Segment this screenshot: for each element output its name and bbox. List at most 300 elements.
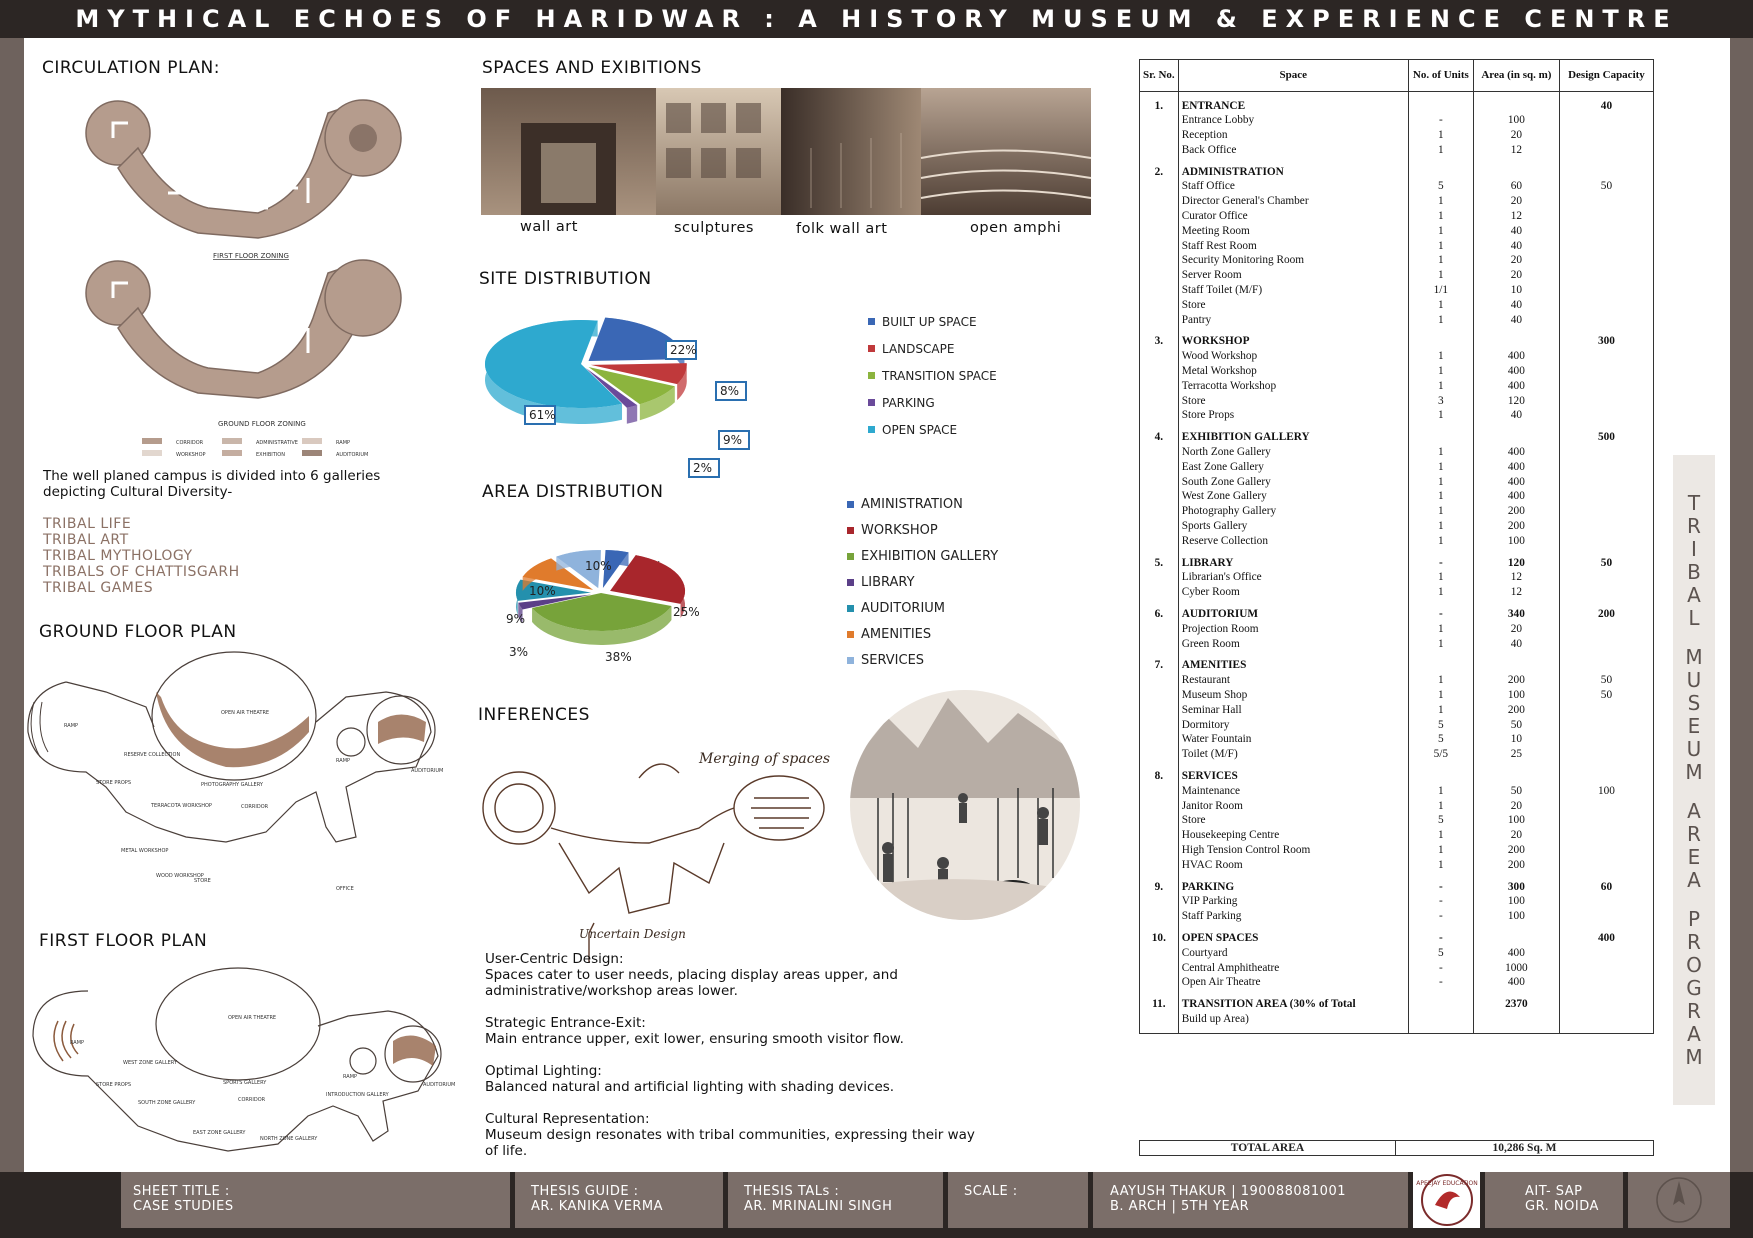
table-row (1140, 585, 1654, 600)
student-course: B. ARCH | 5TH YEAR (1110, 1199, 1250, 1214)
table-row (1140, 813, 1654, 828)
table-cell (1559, 894, 1653, 909)
tribal-art-illustration (848, 688, 1083, 923)
table-cell: 40 (1473, 408, 1559, 423)
table-cell: 1 (1408, 637, 1473, 652)
table-cell (1408, 658, 1473, 673)
table-cell (1559, 828, 1653, 843)
table-cell (1473, 658, 1559, 673)
inference-item (485, 1015, 985, 1047)
side-title-letter: S (1687, 690, 1701, 715)
table-cell (1140, 747, 1179, 762)
area-program-table (1139, 59, 1654, 1034)
legend-exhibition: EXHIBITION (256, 452, 285, 458)
table-cell (1473, 600, 1559, 607)
gf-label: OPEN AIR THEATRE (221, 710, 270, 716)
first-floor-plan-drawing (28, 966, 468, 1166)
table-cell: Store Props (1178, 408, 1408, 423)
table-cell (1140, 408, 1179, 423)
pie-data-label: 3% (509, 645, 529, 659)
table-cell (1140, 732, 1179, 747)
table-cell: 40 (1473, 637, 1559, 652)
gf-label: PHOTOGRAPHY GALLERY (201, 782, 263, 788)
table-cell: Dormitory (1178, 718, 1408, 733)
pie-data-label: 10% (585, 559, 612, 573)
table-row (1140, 799, 1654, 814)
table-cell: Reserve Collection (1178, 534, 1408, 549)
table-cell: 50 (1559, 179, 1653, 194)
pie-slice-side (627, 405, 637, 424)
table-cell: 20 (1473, 268, 1559, 283)
table-cell (1559, 924, 1653, 931)
table-cell: 20 (1473, 622, 1559, 637)
pie-data-label: 8% (720, 384, 740, 398)
inference-title: Optimal Lighting: (485, 1063, 602, 1079)
table-cell (1140, 858, 1179, 873)
legend-swatch (847, 501, 854, 508)
table-cell: Store (1178, 813, 1408, 828)
sketch-note-uncertain: Uncertain Design (579, 927, 686, 941)
ground-floor-plan-heading: GROUND FLOOR PLAN (39, 622, 237, 642)
side-title-letter: P (1687, 906, 1701, 931)
table-spacer-row (1140, 651, 1654, 658)
left-frame (0, 38, 24, 1172)
table-row (1140, 534, 1654, 549)
legend-label: LANDSCAPE (882, 341, 955, 356)
folk-wall-art-photo (781, 88, 921, 215)
table-cell: Entrance Lobby (1178, 113, 1408, 128)
table-cell: 400 (1473, 475, 1559, 490)
table-cell: 100 (1473, 534, 1559, 549)
table-cell: 1 (1408, 688, 1473, 703)
table-cell: 3 (1408, 394, 1473, 409)
table-cell: PARKING (1178, 880, 1408, 895)
table-cell (1473, 158, 1559, 165)
table-cell: North Zone Gallery (1178, 445, 1408, 460)
table-cell: Green Room (1178, 637, 1408, 652)
table-cell (1559, 313, 1653, 328)
table-cell: 20 (1473, 253, 1559, 268)
table-cell: High Tension Control Room (1178, 843, 1408, 858)
ff-label: SOUTH ZONE GALLERY (138, 1100, 196, 1106)
ff-label: RAMP (70, 1040, 85, 1046)
table-cell (1559, 637, 1653, 652)
page-title: MYTHICAL ECHOES OF HARIDWAR : A HISTORY MUSEUM & EXPERIENCE CENTRE (0, 0, 1753, 38)
table-cell: 6. (1140, 607, 1179, 622)
table-cell: 1 (1408, 622, 1473, 637)
table-cell: WORKSHOP (1178, 334, 1408, 349)
table-category-row (1140, 607, 1654, 622)
table-cell: 340 (1473, 607, 1559, 622)
side-title-letter: L (1688, 605, 1700, 630)
table-cell: 9. (1140, 880, 1179, 895)
legend-item (847, 517, 998, 543)
table-cell: Courtyard (1178, 946, 1408, 961)
legend-swatch (868, 318, 875, 325)
table-cell: 20 (1473, 828, 1559, 843)
table-cell (1140, 813, 1179, 828)
table-cell (1408, 430, 1473, 445)
table-cell: 400 (1473, 379, 1559, 394)
circulation-plan-heading: CIRCULATION PLAN: (42, 58, 220, 78)
table-spacer-row (1140, 158, 1654, 165)
table-cell: 300 (1473, 880, 1559, 895)
table-cell: 100 (1473, 113, 1559, 128)
table-cell: Security Monitoring Room (1178, 253, 1408, 268)
table-cell (1559, 445, 1653, 460)
table-cell: Cyber Room (1178, 585, 1408, 600)
table-row (1140, 445, 1654, 460)
table-cell: 400 (1473, 489, 1559, 504)
table-cell: 200 (1473, 504, 1559, 519)
table-cell: 400 (1473, 445, 1559, 460)
table-cell (1408, 762, 1473, 769)
sketch-note-merging: Merging of spaces (699, 751, 831, 767)
table-category-row (1140, 165, 1654, 180)
table-cell (1140, 113, 1179, 128)
ff-label: AUDITORIUM (423, 1082, 456, 1088)
table-cell: Water Fountain (1178, 732, 1408, 747)
table-cell (1559, 658, 1653, 673)
table-row (1140, 946, 1654, 961)
table-cell (1140, 946, 1179, 961)
legend-item (847, 621, 998, 647)
table-cell (1408, 92, 1473, 99)
table-cell: 200 (1473, 519, 1559, 534)
table-cell: 1 (1408, 194, 1473, 209)
table-cell (1140, 909, 1179, 924)
apeejay-logo-icon (1415, 1173, 1478, 1227)
legend-swatch (847, 553, 854, 560)
table-cell (1140, 379, 1179, 394)
table-row (1140, 673, 1654, 688)
gf-label: AUDITORIUM (411, 768, 444, 774)
pie-data-label: 9% (723, 433, 743, 447)
table-cell (1473, 931, 1559, 946)
site-distribution-heading: SITE DISTRIBUTION (479, 269, 652, 289)
side-title-letter: U (1686, 667, 1702, 692)
table-cell: Housekeeping Centre (1178, 828, 1408, 843)
table-cell (1559, 769, 1653, 784)
legend-item (868, 389, 997, 416)
table-cell (1559, 600, 1653, 607)
table-cell (1408, 99, 1473, 114)
legend-label: PARKING (882, 395, 935, 410)
table-cell: EXHIBITION GALLERY (1178, 430, 1408, 445)
table-cell: 1 (1408, 858, 1473, 873)
legend-label: AMINISTRATION (861, 496, 963, 512)
table-cell (1178, 1027, 1408, 1034)
legend-label: BUILT UP SPACE (882, 314, 977, 329)
legend-item (868, 308, 997, 335)
table-cell (1559, 718, 1653, 733)
table-cell: LIBRARY (1178, 556, 1408, 571)
table-header: Design Capacity (1559, 60, 1653, 92)
table-cell (1140, 489, 1179, 504)
legend-swatch (868, 426, 875, 433)
table-spacer-row (1140, 549, 1654, 556)
college-city: GR. NOIDA (1525, 1199, 1599, 1214)
pie-data-label: 61% (529, 408, 556, 422)
table-cell (1140, 158, 1179, 165)
table-cell (1140, 445, 1179, 460)
table-cell (1140, 475, 1179, 490)
table-cell: 1 (1408, 268, 1473, 283)
table-cell (1140, 179, 1179, 194)
legend-item (868, 416, 997, 443)
table-cell (1140, 843, 1179, 858)
table-header: Space (1178, 60, 1408, 92)
area-distribution-heading: AREA DISTRIBUTION (482, 482, 664, 502)
table-cell: 1 (1408, 239, 1473, 254)
table-cell: 5/5 (1408, 747, 1473, 762)
table-cell (1559, 549, 1653, 556)
table-category-row (1140, 769, 1654, 784)
table-cell (1559, 858, 1653, 873)
site-distribution-pie (471, 294, 771, 494)
legend-label: LIBRARY (861, 574, 915, 590)
tals-value: AR. MRINALINI SINGH (744, 1199, 893, 1214)
table-cell: 1 (1408, 408, 1473, 423)
table-cell: Projection Room (1178, 622, 1408, 637)
table-cell (1559, 762, 1653, 769)
ff-label: CORRIDOR (238, 1097, 266, 1103)
table-cell (1559, 253, 1653, 268)
table-cell (1473, 762, 1559, 769)
table-cell (1140, 313, 1179, 328)
table-header-row (1140, 60, 1654, 92)
side-vertical-title (1673, 455, 1715, 1105)
table-cell (1140, 283, 1179, 298)
photo-caption-wall-art: wall art (520, 219, 578, 235)
table-cell: Janitor Room (1178, 799, 1408, 814)
table-cell: Staff Parking (1178, 909, 1408, 924)
right-frame (1730, 38, 1753, 1172)
table-cell (1140, 253, 1179, 268)
legend-label: AUDITORIUM (861, 600, 946, 616)
table-cell: Staff Office (1178, 179, 1408, 194)
table-cell: Wood Workshop (1178, 349, 1408, 364)
table-cell: 1 (1408, 298, 1473, 313)
table-cell (1559, 113, 1653, 128)
side-title-letter: R (1687, 513, 1701, 538)
table-cell (1559, 519, 1653, 534)
table-cell: 10. (1140, 931, 1179, 946)
table-cell: 1 (1408, 489, 1473, 504)
table-cell: 200 (1473, 858, 1559, 873)
table-cell (1473, 165, 1559, 180)
table-row (1140, 703, 1654, 718)
table-category-row (1140, 556, 1654, 571)
gf-label: WOOD WORKSHOP (156, 873, 204, 879)
pie-data-label: 2% (693, 461, 713, 475)
table-cell: Restaurant (1178, 673, 1408, 688)
table-cell (1559, 622, 1653, 637)
gf-label: RAMP (64, 723, 79, 729)
table-cell: Staff Rest Room (1178, 239, 1408, 254)
table-cell: 60 (1473, 179, 1559, 194)
table-cell (1408, 1027, 1473, 1034)
table-cell: 12 (1473, 585, 1559, 600)
table-cell (1559, 158, 1653, 165)
side-title-letter: G (1686, 975, 1702, 1000)
legend-item (868, 335, 997, 362)
legend-label: OPEN SPACE (882, 422, 958, 437)
gallery-list (43, 516, 240, 596)
table-cell: 1 (1408, 349, 1473, 364)
table-cell: 1 (1408, 585, 1473, 600)
table-cell: 1 (1408, 313, 1473, 328)
table-row (1140, 128, 1654, 143)
legend-label: TRANSITION SPACE (882, 368, 997, 383)
table-row (1140, 718, 1654, 733)
table-row (1140, 637, 1654, 652)
table-cell: VIP Parking (1178, 894, 1408, 909)
table-row (1140, 858, 1654, 873)
sheet-title-value: CASE STUDIES (133, 1199, 234, 1214)
legend-swatch (868, 345, 875, 352)
table-cell (1473, 924, 1559, 931)
table-cell (1473, 334, 1559, 349)
table-category-row (1140, 334, 1654, 349)
north-arrow (1628, 1172, 1730, 1228)
table-cell: 5 (1408, 732, 1473, 747)
table-cell: Pantry (1178, 313, 1408, 328)
table-cell: 200 (1473, 843, 1559, 858)
legend-swatch (847, 527, 854, 534)
table-row (1140, 1012, 1654, 1027)
footer-student (1093, 1172, 1408, 1228)
table-cell (1559, 975, 1653, 990)
table-cell: 1 (1408, 379, 1473, 394)
table-spacer-row (1140, 990, 1654, 997)
table-cell (1140, 460, 1179, 475)
table-cell: 7. (1140, 658, 1179, 673)
table-cell: 1 (1408, 143, 1473, 158)
table-cell: 1 (1408, 253, 1473, 268)
ff-label: STORE PROPS (96, 1082, 131, 1088)
table-cell (1559, 504, 1653, 519)
table-cell (1178, 651, 1408, 658)
table-cell (1140, 209, 1179, 224)
table-cell: 1 (1408, 703, 1473, 718)
inference-item (485, 1111, 985, 1159)
table-cell (1559, 843, 1653, 858)
table-cell (1140, 622, 1179, 637)
table-row (1140, 519, 1654, 534)
table-cell (1559, 423, 1653, 430)
table-cell: 100 (1473, 894, 1559, 909)
table-cell: OPEN SPACES (1178, 931, 1408, 946)
ff-label: WEST ZONE GALLERY (123, 1060, 178, 1066)
legend-item (868, 362, 997, 389)
table-cell: Director General's Chamber (1178, 194, 1408, 209)
side-title-letter: A (1687, 582, 1701, 607)
table-cell (1408, 158, 1473, 165)
table-cell (1559, 268, 1653, 283)
table-cell (1559, 394, 1653, 409)
sheet-title-label: SHEET TITLE : (133, 1184, 230, 1199)
table-cell (1140, 364, 1179, 379)
inference-title: Cultural Representation: (485, 1111, 650, 1127)
table-cell (1473, 92, 1559, 99)
table-cell: Central Amphitheatre (1178, 961, 1408, 976)
college-logo (1413, 1172, 1480, 1228)
photo-caption-open-amphi: open amphi (970, 220, 1062, 236)
table-cell (1140, 327, 1179, 334)
table-header: Sr. No. (1140, 60, 1179, 92)
table-row (1140, 732, 1654, 747)
table-row (1140, 460, 1654, 475)
table-cell: 400 (1559, 931, 1653, 946)
table-row (1140, 194, 1654, 209)
exhibition-photos (481, 88, 1091, 218)
table-cell (1140, 718, 1179, 733)
gf-label: STORE (194, 878, 211, 884)
table-cell (1140, 224, 1179, 239)
table-row (1140, 313, 1654, 328)
table-row (1140, 239, 1654, 254)
table-cell: 1 (1408, 519, 1473, 534)
table-cell: 1 (1408, 784, 1473, 799)
circulation-plan-diagram (58, 88, 458, 468)
table-cell (1559, 460, 1653, 475)
table-cell (1559, 283, 1653, 298)
table-cell: 120 (1473, 394, 1559, 409)
table-cell (1408, 769, 1473, 784)
table-cell (1559, 239, 1653, 254)
pie-data-label: 22% (670, 343, 697, 357)
table-cell (1559, 128, 1653, 143)
logo-text: APEEJAY EDUCATION (1415, 1180, 1478, 1187)
table-cell (1559, 732, 1653, 747)
legend-swatch (847, 657, 854, 664)
table-spacer-row (1140, 924, 1654, 931)
table-cell (1408, 997, 1473, 1012)
table-cell (1140, 585, 1179, 600)
table-cell (1140, 92, 1179, 99)
guide-label: THESIS GUIDE : (531, 1184, 639, 1199)
table-cell: Curator Office (1178, 209, 1408, 224)
table-cell (1140, 873, 1179, 880)
table-body (1140, 92, 1654, 1034)
table-cell (1408, 873, 1473, 880)
table-cell: 2370 (1473, 997, 1559, 1012)
side-title-letter: U (1686, 736, 1702, 761)
table-row (1140, 570, 1654, 585)
table-cell (1140, 1027, 1179, 1034)
side-title-letter: E (1687, 844, 1701, 869)
ff-label: SPORTS GALLERY (223, 1080, 267, 1086)
table-cell: 20 (1473, 194, 1559, 209)
area-distribution-legend (847, 491, 998, 673)
table-cell (1140, 961, 1179, 976)
table-cell: 25 (1473, 747, 1559, 762)
table-cell: 11. (1140, 997, 1179, 1012)
legend-workshop: WORKSHOP (176, 452, 206, 458)
table-cell (1559, 534, 1653, 549)
table-cell: 5 (1408, 718, 1473, 733)
legend-item (847, 569, 998, 595)
table-cell: - (1408, 607, 1473, 622)
table-cell (1178, 924, 1408, 931)
table-cell: 40 (1473, 239, 1559, 254)
table-cell: 200 (1559, 607, 1653, 622)
table-cell: Photography Gallery (1178, 504, 1408, 519)
table-cell (1408, 1012, 1473, 1027)
table-cell: 120 (1473, 556, 1559, 571)
table-cell (1408, 651, 1473, 658)
